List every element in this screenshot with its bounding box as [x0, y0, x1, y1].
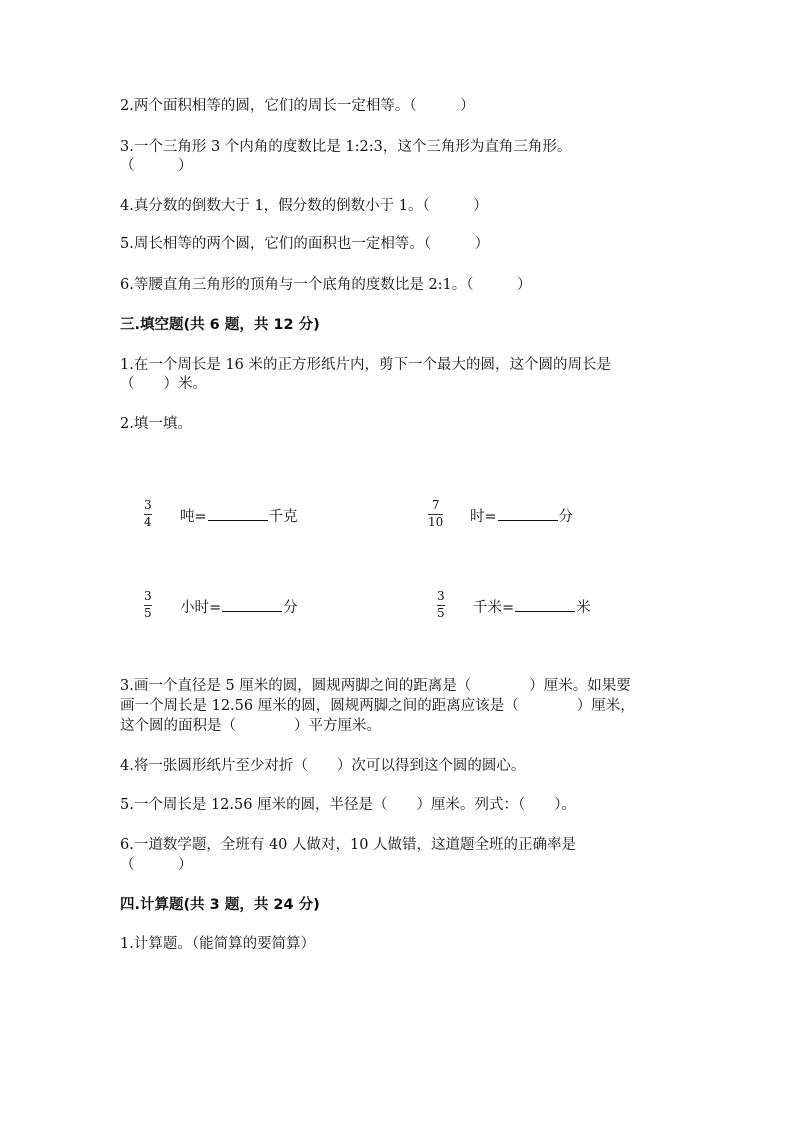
fraction-3 — [144, 590, 152, 620]
fill-item-4-before: 千米= — [473, 600, 515, 616]
judge-q6: 6.等腰直角三角形的顶角与一个底角的度数比是 2:1。（ ） — [120, 277, 532, 293]
fill-item-1-before: 吨= — [180, 509, 207, 525]
fraction-4 — [437, 590, 445, 620]
judge-q4: 4.真分数的倒数大于 1，假分数的倒数小于 1。（ ） — [120, 198, 488, 214]
fraction-1-denominator: 4 — [144, 515, 152, 529]
fraction-4-denominator: 5 — [437, 606, 445, 620]
fill-item-2-before: 时= — [470, 509, 497, 525]
fraction-2-denominator: 10 — [428, 515, 444, 529]
judge-q5: 5.周长相等的两个圆，它们的面积也一定相等。（ ） — [120, 236, 490, 252]
fill-q4: 4.将一张圆形纸片至少对折（ ）次可以得到这个圆的圆心。 — [120, 758, 526, 774]
fill-q5: 5.一个周长是 12.56 厘米的圆，半径是（ ）厘米。列式：（ ）。 — [120, 797, 577, 813]
fill-item-2 — [470, 505, 573, 526]
fill-item-3-after: 分 — [283, 600, 298, 616]
fraction-2-numerator: 7 — [431, 498, 440, 512]
fraction-1 — [144, 499, 152, 529]
fill-item-4-after: 米 — [576, 600, 591, 616]
fill-q1-line1: 1.在一个周长是 16 米的正方形纸片内，剪下一个最大的圆，这个圆的周长是 — [120, 357, 612, 373]
fill-q3-line3: 这个圆的面积是（ ）平方厘米。 — [120, 718, 381, 734]
fill-q3-line1: 3.画一个直径是 5 厘米的圆，圆规两脚之间的距离是（ ）厘米。如果要 — [120, 678, 631, 694]
fraction-3-numerator: 3 — [144, 589, 152, 603]
fill-item-1-after: 千克 — [268, 509, 298, 525]
fill-q6-line2: （ ） — [120, 857, 193, 873]
judge-q3-line1: 3.一个三角形 3 个内角的度数比是 1:2:3，这个三角形为直角三角形。 — [120, 139, 572, 155]
calc-q1: 1.计算题。（能简算的要简算） — [120, 936, 316, 952]
fill-q2: 2.填一填。 — [120, 416, 192, 432]
answer-blank[interactable] — [515, 597, 575, 612]
fill-item-3 — [180, 596, 298, 617]
fill-q1-line2: （ ）米。 — [120, 376, 207, 392]
answer-blank[interactable] — [498, 506, 558, 521]
fraction-1-numerator: 3 — [144, 498, 152, 512]
fraction-2 — [428, 499, 443, 529]
fill-q6-line1: 6.一道数学题，全班有 40 人做对，10 人做错，这道题全班的正确率是 — [120, 837, 577, 853]
answer-blank[interactable] — [208, 506, 268, 521]
fraction-3-denominator: 5 — [144, 606, 152, 620]
fill-item-2-after: 分 — [558, 509, 574, 525]
judge-q2: 2.两个面积相等的圆，它们的周长一定相等。（ ） — [120, 98, 475, 114]
section4-title: 四.计算题(共 3 题，共 24 分) — [120, 897, 320, 913]
answer-blank[interactable] — [222, 597, 282, 612]
fraction-4-numerator: 3 — [437, 589, 445, 603]
section3-title: 三.填空题(共 6 题，共 12 分) — [120, 317, 320, 333]
fill-item-1 — [180, 505, 298, 526]
fill-q3-line2: 画一个周长是 12.56 厘米的圆，圆规两脚之间的距离应该是（ ）厘米， — [120, 698, 635, 714]
fill-item-3-before: 小时= — [180, 600, 222, 616]
fill-item-4 — [473, 596, 591, 617]
judge-q3-line2: （ ） — [120, 158, 193, 174]
